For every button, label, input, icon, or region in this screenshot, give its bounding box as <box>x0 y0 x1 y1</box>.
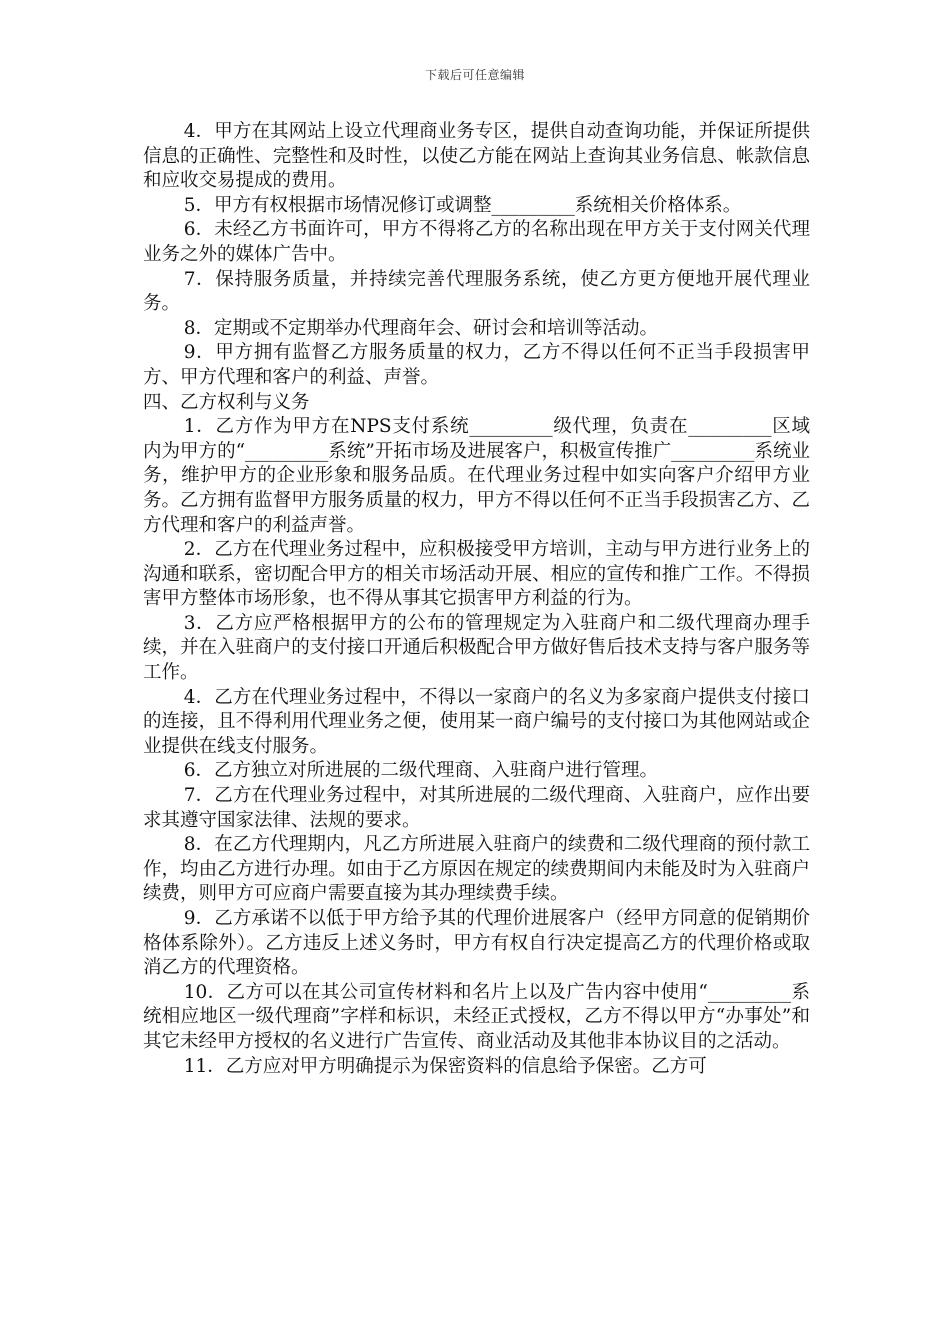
paragraph: 5．甲方有权根据市场情况修订或调整_________系统相关价格体系。 <box>183 194 742 216</box>
paragraph: 7．保持服务质量，并持续完善代理服务系统，使乙方更方便地开展代理业务。 <box>143 268 810 315</box>
page-header: 下载后可任意编辑 <box>424 68 525 82</box>
paragraph: 9．乙方承诺不以低于甲方给予其的代理价进展客户（经甲方同意的促销期价格体系除外）。乙方违反上述义务时，甲方有权自行决定提高乙方的代理价格或取消乙方的代理资格。 <box>143 908 810 979</box>
paragraph: 4．甲方在其网站上设立代理商业务专区，提供自动查询功能，并保证所提供信息的正确性、完整性和及时性，以使乙方能在网站上查询其业务信息、帐款信息和应收交易提成的费用。 <box>143 121 810 192</box>
paragraph: 2．乙方在代理业务过程中，应积极接受甲方培训，主动与甲方进行业务上的沟通和联系，密切配合甲方的相关市场活动开展、相应的宣传和推广工作。不得损害甲方整体市场形象，也不得从事其它损害甲方利益的行为。 <box>143 539 810 610</box>
paragraph: 6．未经乙方书面许可，甲方不得将乙方的名称出现在甲方关于支付网关代理业务之外的媒体广告中。 <box>143 219 810 265</box>
paragraph: 4．乙方在代理业务过程中，不得以一家商户的名义为多家商户提供支付接口的连接，且不得利用代理业务之便，使用某一商户编号的支付接口为其他网站或企业提供在线支付服务。 <box>143 686 810 757</box>
paragraph: 7．乙方在代理业务过程中，对其所进展的二级代理商、入驻商户，应作出要求其遵守国家法律、法规的要求。 <box>143 785 810 831</box>
paragraph: 8．在乙方代理期内，凡乙方所进展入驻商户的续费和二级代理商的预付款工作，均由乙方进行办理。如由于乙方原因在规定的续费期间内未能及时为入驻商户续费，则甲方可应商户需要直接为其办理续费手续。 <box>143 834 810 905</box>
paragraph: 8．定期或不定期举办代理商年会、研讨会和培训等活动。 <box>183 317 658 339</box>
section-heading: 四、乙方权利与义务 <box>143 391 310 413</box>
paragraph: 1．乙方作为甲方在NPS支付系统_________级代理，负责在_________区域内为甲方的“_________系统”开拓市场及进展客户，积极宣传推广_________系统业务，维护甲方的企业形象和服务品质。在代理业务过程中如实向客户介绍甲方业务。乙方拥有监督甲方服务质量的权力，甲方不得以任何不正当手段损害乙方、乙方代理和客户的利益声誉。 <box>143 416 810 536</box>
document-body <box>143 120 810 1079</box>
paragraph: 11．乙方应对甲方明确提示为保密资料的信息给予保密。乙方可 <box>183 1055 707 1077</box>
paragraph: 3．乙方应严格根据甲方的公布的管理规定为入驻商户和二级代理商办理手续，并在入驻商户的支付接口开通后积极配合甲方做好售后技术支持与客户服务等工作。 <box>143 612 810 684</box>
paragraph: 6．乙方独立对所进展的二级代理商、入驻商户进行管理。 <box>183 760 658 782</box>
paragraph: 9．甲方拥有监督乙方服务质量的权力，乙方不得以任何不正当手段损害甲方、甲方代理和客户的利益、声誉。 <box>143 342 810 388</box>
paragraph: 10．乙方可以在其公司宣传材料和名片上以及广告内容中使用“_________系统相应地区一级代理商”字样和标识，未经正式授权，乙方不得以甲方“办事处”和其它未经甲方授权的名义进行广告宣传、商业活动及其他非本协议目的之活动。 <box>143 981 810 1052</box>
